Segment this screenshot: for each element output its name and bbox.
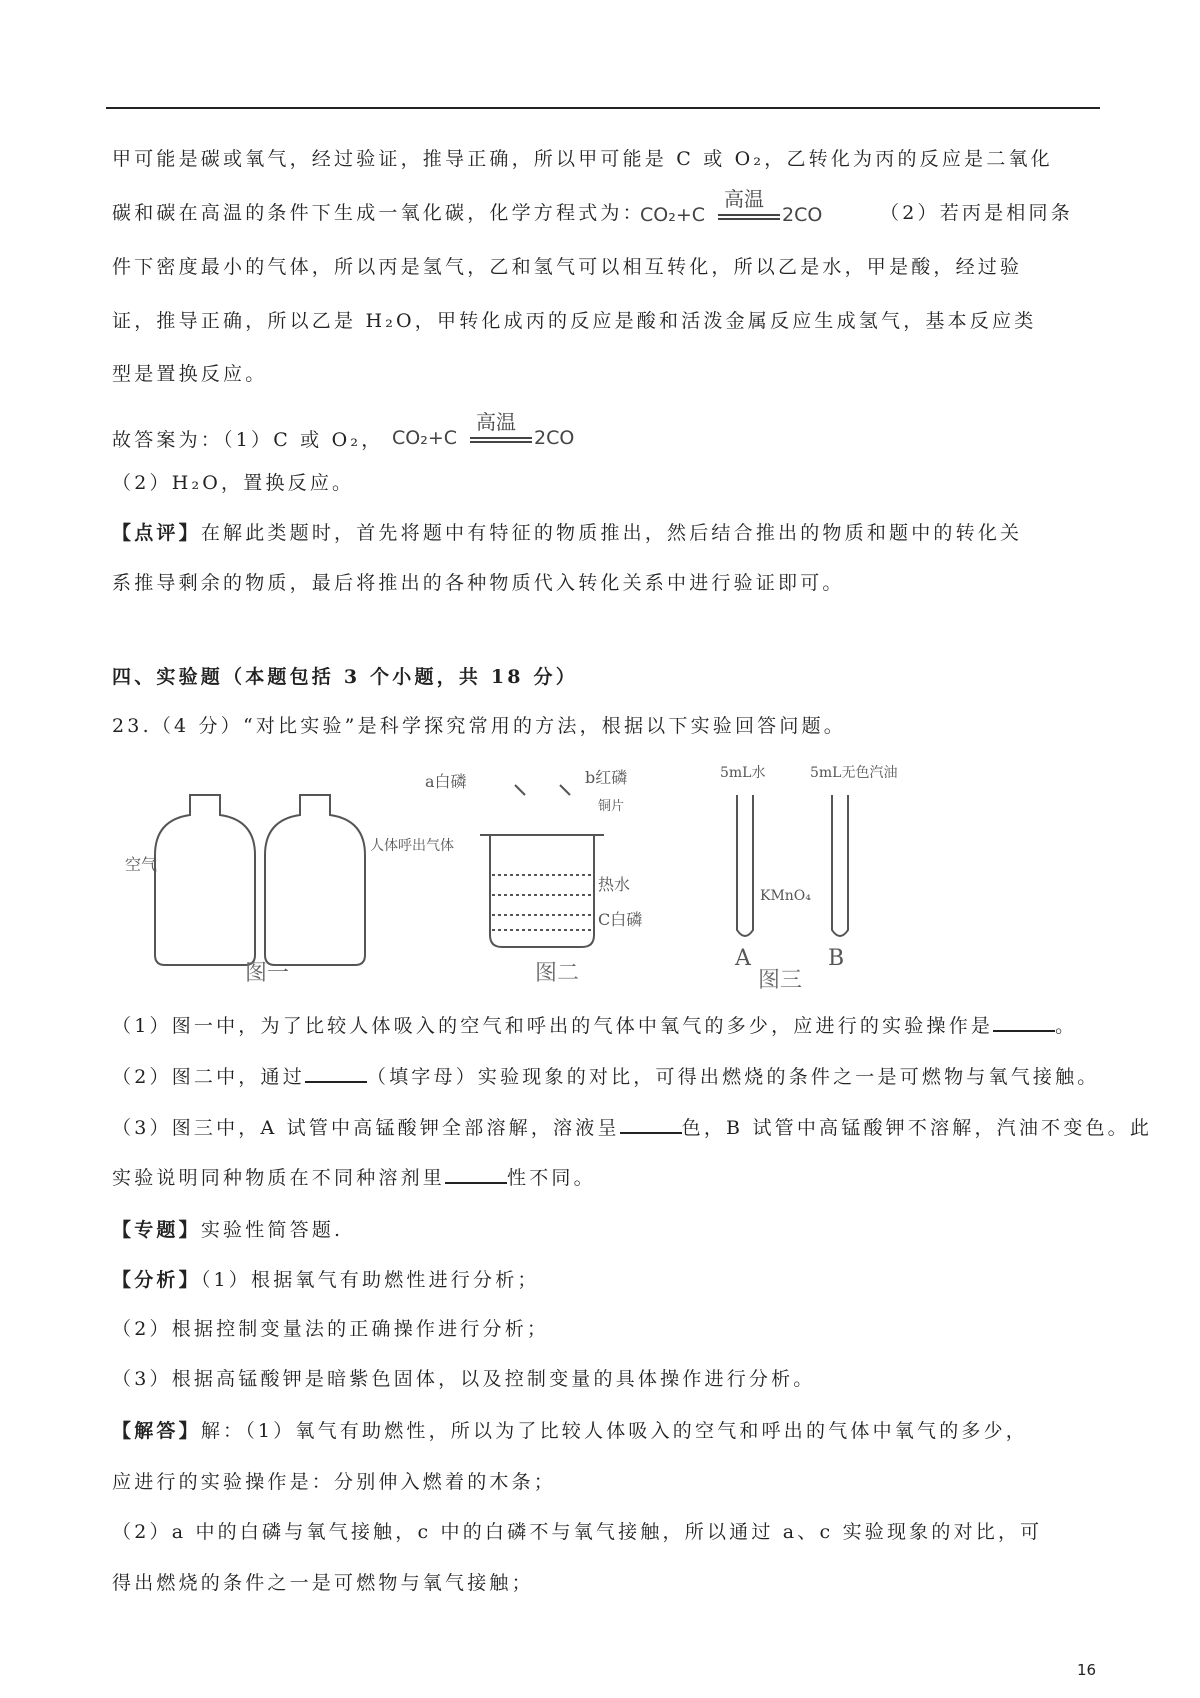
figure-2 <box>480 785 604 947</box>
text-line: （2）a 中的白磷与氧气接触，c 中的白磷不与氧气接触，所以通过 a、c 实验现象的对比，可 <box>112 1521 1043 1543</box>
fig1-caption: 图一 <box>245 961 290 986</box>
text-line: 证，推导正确，所以乙是 H₂O，甲转化成丙的反应是酸和活泼金属反应生成氢气，基本反应类 <box>112 310 1037 332</box>
equation-lhs: CO₂+C <box>392 427 458 449</box>
fig2-label-water: 热水 <box>598 875 631 894</box>
answer-line <box>112 1418 1028 1444</box>
text-segment: 碳和碳在高温的条件下生成一氧化碳，化学方程式为： <box>112 202 645 224</box>
fig2-label-plate: 铜片 <box>598 799 625 814</box>
chemical-equation <box>392 410 575 453</box>
fig1-left-label: 空气 <box>125 855 158 874</box>
text-segment: 在解此类题时，首先将题中有特征的物质推出，然后结合推出的物质和题中的转化关 <box>200 522 1023 544</box>
analysis-line <box>112 1267 540 1293</box>
equation-bar <box>718 214 780 216</box>
text-line: （2）根据控制变量法的正确操作进行分析； <box>112 1318 550 1340</box>
page-number: 16 <box>1077 1661 1097 1679</box>
text-segment: 实验说明同种物质在不同种溶剂里 <box>112 1167 446 1189</box>
text-segment: 色，B 试管中高锰酸钾不溶解，汽油不变色。此 <box>681 1117 1153 1139</box>
equation-bar <box>470 441 532 443</box>
text-line: 件下密度最小的气体，所以丙是氢气，乙和氢气可以相互转化，所以乙是水，甲是酸，经过验 <box>112 256 1023 278</box>
fig3-top-b: 5mL无色汽油 <box>810 765 898 781</box>
answer-blank <box>305 1063 367 1083</box>
fig3-caption: 图三 <box>758 968 803 993</box>
fig3-tube-a: A <box>735 946 751 971</box>
question-stem: 23.（4 分）“对比实验”是科学探究常用的方法，根据以下实验回答问题。 <box>112 715 846 737</box>
text-segment: （1）图一中，为了比较人体吸入的空气和呼出的气体中氧气的多少，应进行的实验操作是 <box>112 1015 994 1037</box>
text-line: 甲可能是碳或氧气，经过验证，推导正确，所以甲可能是 C 或 O₂，乙转化为丙的反应是二氧化 <box>112 148 1053 170</box>
text-segment: 解：（1）氧气有助燃性，所以为了比较人体吸入的空气和呼出的气体中氧气的多少， <box>200 1420 1029 1442</box>
fig3-solid-label: KMnO₄ <box>760 888 811 904</box>
equation-condition: 高温 <box>476 410 516 434</box>
text-line <box>112 200 645 226</box>
text-segment: （3）图三中，A 试管中高锰酸钾全部溶解，溶液呈 <box>112 1117 620 1139</box>
figure-1 <box>155 795 365 965</box>
answer-blank <box>620 1114 682 1134</box>
text-segment: 性不同。 <box>507 1167 596 1189</box>
equation-rhs: 2CO <box>782 204 823 226</box>
section-heading: 四、实验题（本题包括 3 个小题，共 18 分） <box>112 666 578 688</box>
text-line: 系推导剩余的物质，最后将推出的各种物质代入转化关系中进行验证即可。 <box>112 572 845 594</box>
topic-line <box>112 1217 343 1243</box>
text-line: 型是置换反应。 <box>112 363 268 385</box>
equation-lhs: CO₂+C <box>640 204 706 226</box>
equation-bar <box>470 437 532 439</box>
answer-tag: 【解答】 <box>112 1420 201 1442</box>
comment-tag: 【点评】 <box>112 522 201 544</box>
text-line: 应进行的实验操作是：分别伸入燃着的木条； <box>112 1471 557 1493</box>
fig3-top-a: 5mL水 <box>720 765 766 781</box>
fig2-label-b: b红磷 <box>585 768 628 787</box>
text-segment: （2）若丙是相同条 <box>880 202 1073 224</box>
text-segment: 实验性简答题. <box>200 1219 344 1241</box>
fig2-label-a: a白磷 <box>425 772 467 791</box>
text-segment: （2）图二中，通过 <box>112 1066 305 1088</box>
text-segment: （填字母）实验现象的对比，可得出燃烧的条件之一是可燃物与氧气接触。 <box>366 1066 1100 1088</box>
equation-bar <box>718 218 780 220</box>
text-line: （2）H₂O，置换反应。 <box>112 472 355 494</box>
header-rule <box>106 107 1100 109</box>
experiment-figures-svg <box>120 755 950 995</box>
chemical-equation <box>640 187 823 230</box>
text-segment: 。 <box>1055 1015 1078 1037</box>
fig1-right-label: 人体呼出气体 <box>370 838 454 854</box>
text-line: 得出燃烧的条件之一是可燃物与氧气接触； <box>112 1572 534 1594</box>
equation-condition: 高温 <box>724 187 764 211</box>
subquestion-1 <box>112 1012 1077 1039</box>
answer-blank <box>993 1012 1055 1032</box>
text-line: 故答案为：（1）C 或 O₂， <box>112 429 384 451</box>
text-line: （3）根据高锰酸钾是暗紫色固体，以及控制变量的具体操作进行分析。 <box>112 1368 816 1390</box>
fig2-label-c: C白磷 <box>598 910 643 929</box>
answer-blank <box>445 1164 507 1184</box>
analysis-tag: 【分析】 <box>112 1269 201 1291</box>
text-segment: （1）根据氧气有助燃性进行分析； <box>200 1269 540 1291</box>
subquestion-2 <box>112 1063 1100 1090</box>
equation-rhs: 2CO <box>534 427 575 449</box>
fig3-tube-b: B <box>828 946 845 971</box>
figure-3 <box>737 795 848 936</box>
fig2-caption: 图二 <box>535 961 580 986</box>
subquestion-3 <box>112 1114 1152 1141</box>
experiment-figures <box>120 755 950 995</box>
comment-line <box>112 520 1022 546</box>
subquestion-3-cont <box>112 1164 596 1191</box>
topic-tag: 【专题】 <box>112 1219 201 1241</box>
